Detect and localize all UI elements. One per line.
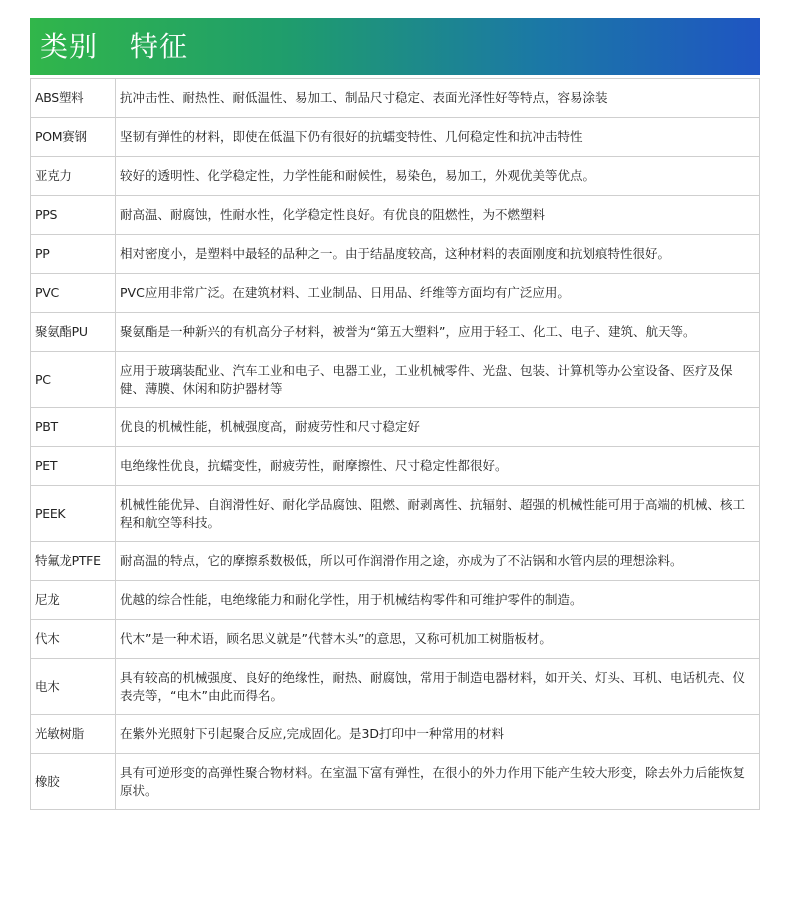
material-name: PPS xyxy=(31,196,116,235)
material-name: 光敏树脂 xyxy=(31,715,116,754)
material-name: PET xyxy=(31,447,116,486)
material-description: 具有可逆形变的高弹性聚合物材料。在室温下富有弹性，在很小的外力作用下能产生较大形变，除去外力后能恢复原状。 xyxy=(116,754,760,810)
table-row xyxy=(31,542,760,581)
material-name: PVC xyxy=(31,274,116,313)
material-description: 在紫外光照射下引起聚合反应,完成固化。是3D打印中一种常用的材料 xyxy=(116,715,760,754)
table-row xyxy=(31,313,760,352)
material-name: POM赛钢 xyxy=(31,118,116,157)
table-row xyxy=(31,118,760,157)
header-category: 类别 xyxy=(40,29,99,63)
material-description: 耐高温的特点，它的摩擦系数极低，所以可作润滑作用之途，亦成为了不沾锅和水管内层的理想涂料。 xyxy=(116,542,760,581)
material-description: 相对密度小，是塑料中最轻的品种之一。由于结晶度较高，这种材料的表面刚度和抗划痕特性很好。 xyxy=(116,235,760,274)
table-row xyxy=(31,659,760,715)
table-row xyxy=(31,447,760,486)
material-description: 聚氨酯是一种新兴的有机高分子材料，被誉为“第五大塑料”，应用于轻工、化工、电子、建筑、航天等。 xyxy=(116,313,760,352)
table-row xyxy=(31,79,760,118)
material-name: 特氟龙PTFE xyxy=(31,542,116,581)
material-name: PP xyxy=(31,235,116,274)
material-name: ABS塑料 xyxy=(31,79,116,118)
table-row xyxy=(31,196,760,235)
material-description: 应用于玻璃装配业、汽车工业和电子、电器工业，工业机械零件、光盘、包装、计算机等办公室设备、医疗及保健、薄膜、休闲和防护器材等 xyxy=(116,352,760,408)
material-description: 电绝缘性优良，抗蠕变性，耐疲劳性，耐摩擦性、尺寸稳定性都很好。 xyxy=(116,447,760,486)
material-name: 尼龙 xyxy=(31,581,116,620)
material-description: PVC应用非常广泛。在建筑材料、工业制品、日用品、纤维等方面均有广泛应用。 xyxy=(116,274,760,313)
table-row xyxy=(31,274,760,313)
material-description: 代木”是一种术语，顾名思义就是”代替木头”的意思，又称可机加工树脂板材。 xyxy=(116,620,760,659)
table-row xyxy=(31,352,760,408)
material-description: 较好的透明性、化学稳定性，力学性能和耐候性，易染色，易加工，外观优美等优点。 xyxy=(116,157,760,196)
material-name: 亚克力 xyxy=(31,157,116,196)
material-name: 代木 xyxy=(31,620,116,659)
materials-table xyxy=(30,78,760,810)
table-row xyxy=(31,235,760,274)
material-name: PEEK xyxy=(31,486,116,542)
material-description: 优良的机械性能，机械强度高，耐疲劳性和尺寸稳定好 xyxy=(116,408,760,447)
table-row xyxy=(31,408,760,447)
table-row xyxy=(31,157,760,196)
material-description: 优越的综合性能，电绝缘能力和耐化学性，用于机械结构零件和可维护零件的制造。 xyxy=(116,581,760,620)
material-name: PC xyxy=(31,352,116,408)
header-features: 特征 xyxy=(130,29,189,63)
table-row xyxy=(31,620,760,659)
material-description: 耐高温、耐腐蚀，性耐水性，化学稳定性良好。有优良的阻燃性，为不燃塑料 xyxy=(116,196,760,235)
material-name: 橡胶 xyxy=(31,754,116,810)
material-description: 具有较高的机械强度、良好的绝缘性，耐热、耐腐蚀，常用于制造电器材料，如开关、灯头、耳机、电话机壳、仪表壳等，“电木”由此而得名。 xyxy=(116,659,760,715)
material-name: PBT xyxy=(31,408,116,447)
material-description: 抗冲击性、耐热性、耐低温性、易加工、制品尺寸稳定、表面光泽性好等特点，容易涂装 xyxy=(116,79,760,118)
table-row xyxy=(31,581,760,620)
table-row xyxy=(31,486,760,542)
material-name: 电木 xyxy=(31,659,116,715)
table-header xyxy=(30,18,760,75)
material-description: 坚韧有弹性的材料，即使在低温下仍有很好的抗蠕变特性、几何稳定性和抗冲击特性 xyxy=(116,118,760,157)
material-name: 聚氨酯PU xyxy=(31,313,116,352)
table-row xyxy=(31,754,760,810)
table-row xyxy=(31,715,760,754)
material-description: 机械性能优异、自润滑性好、耐化学品腐蚀、阻燃、耐剥离性、抗辐射、超强的机械性能可用于高端的机械、核工程和航空等科技。 xyxy=(116,486,760,542)
